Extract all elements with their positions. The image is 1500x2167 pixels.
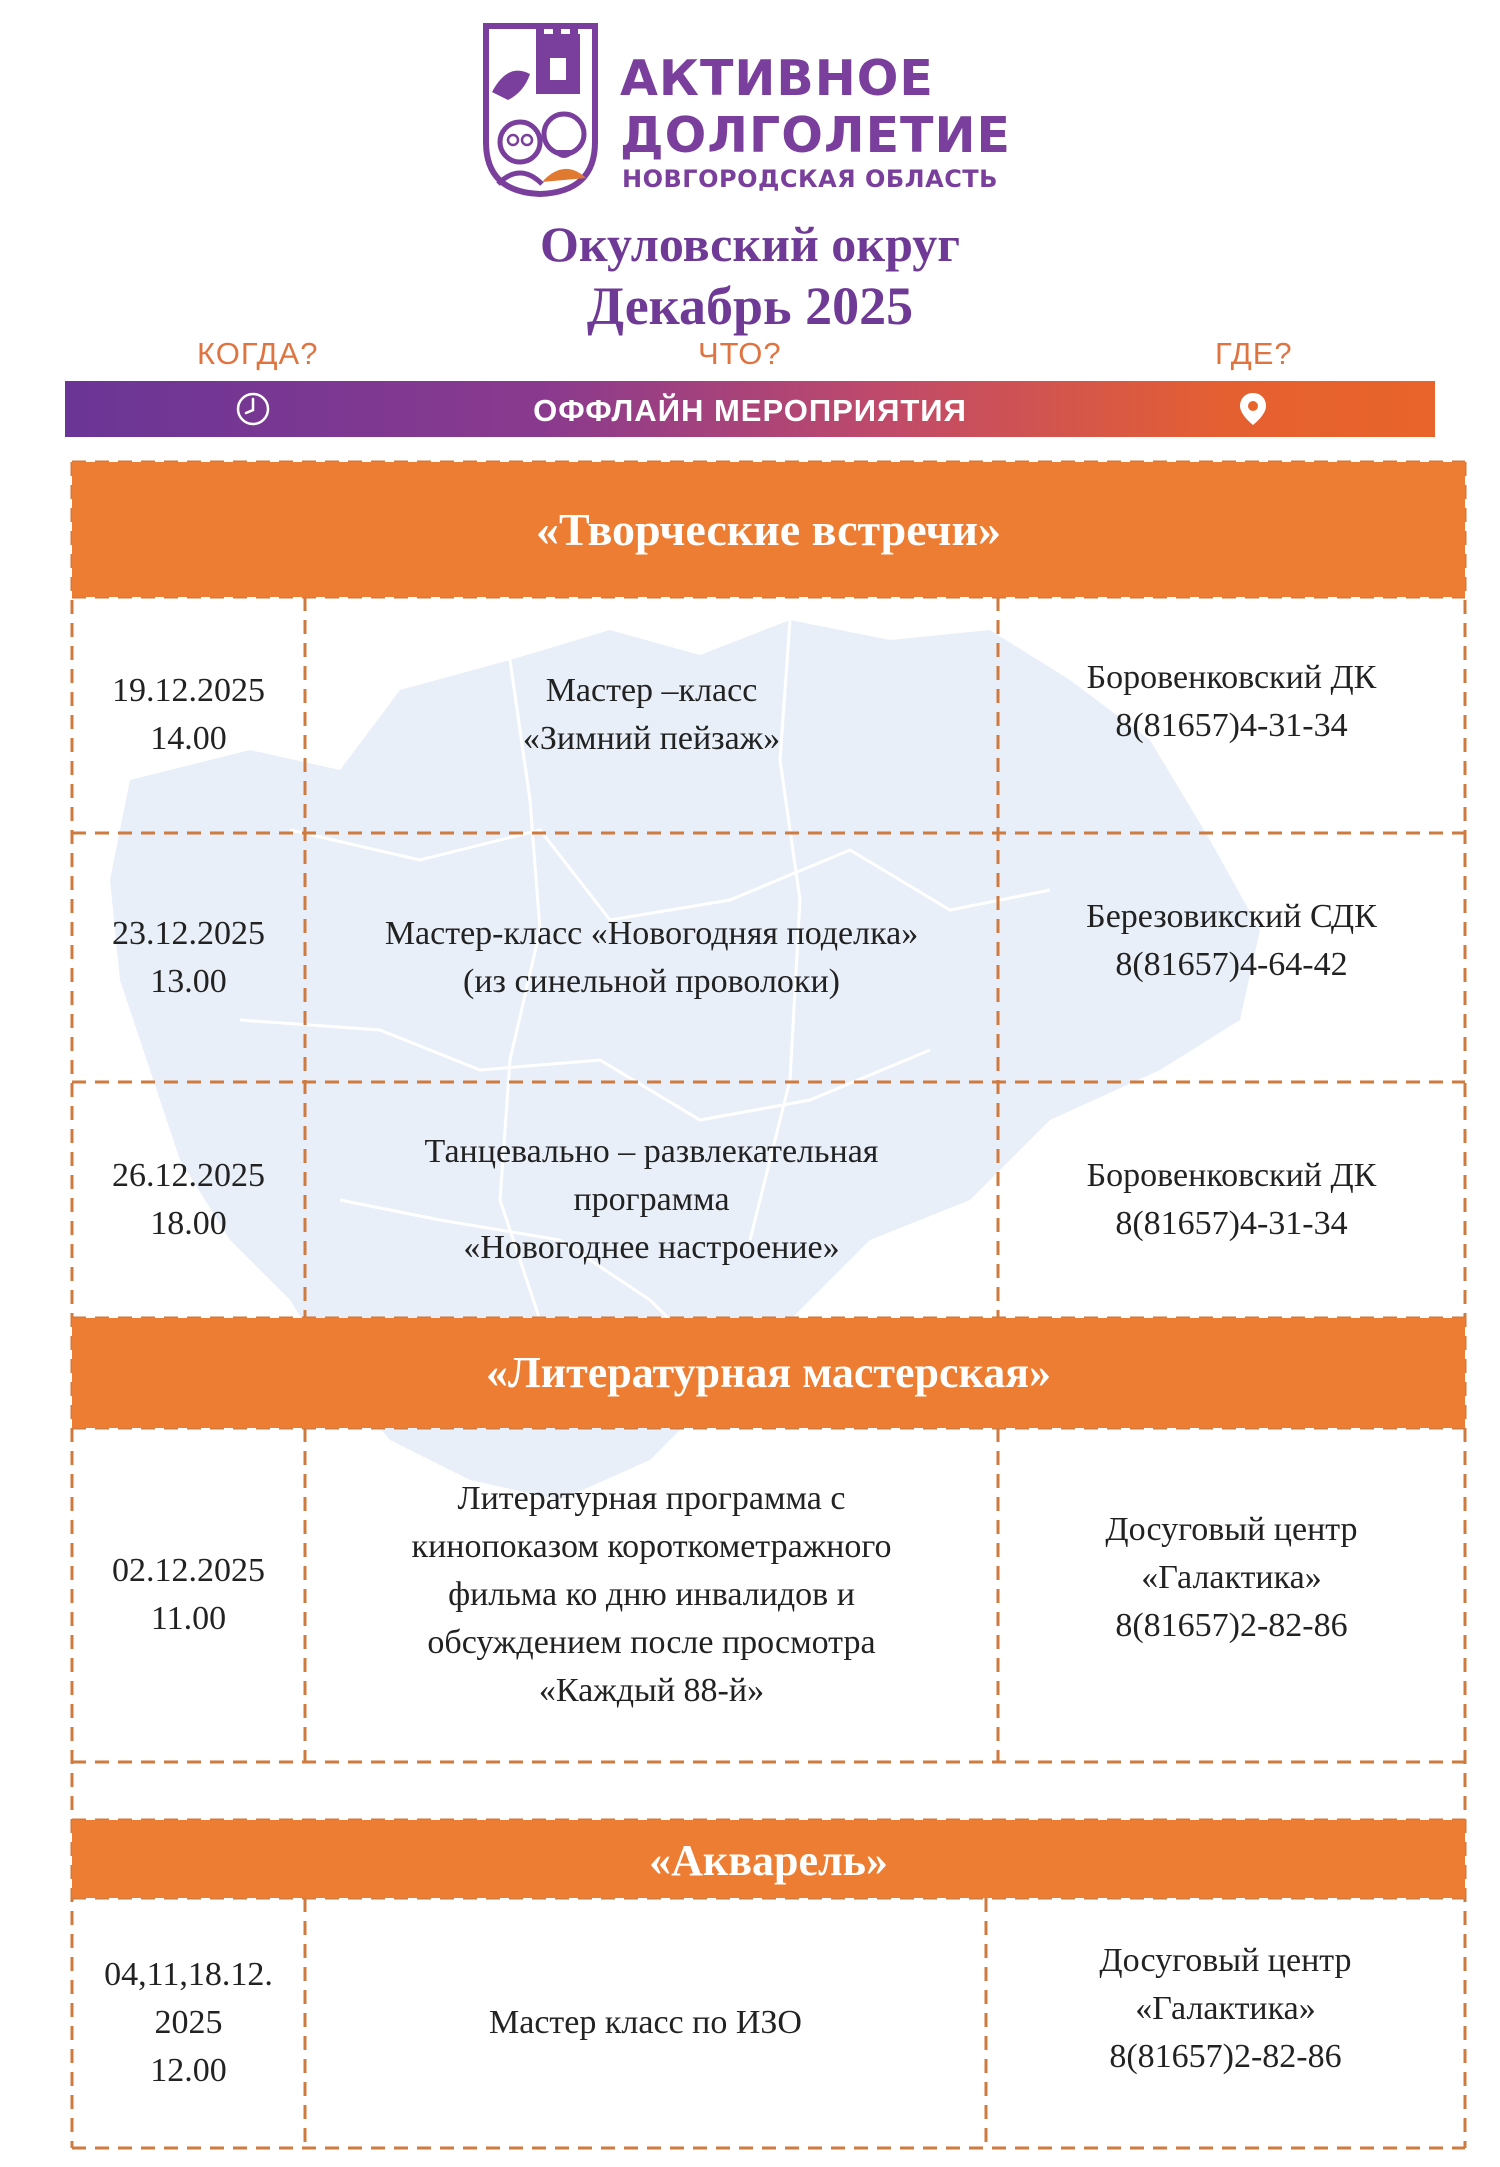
section-header-literary-workshop: «Литературная мастерская» xyxy=(72,1318,1465,1428)
event-time: 12.00 xyxy=(150,2052,227,2089)
event-venue: Досуговый центр xyxy=(1105,1511,1358,1548)
event-venue-cell xyxy=(998,833,1465,1048)
event-date-cell xyxy=(72,833,305,1082)
event-date-cell xyxy=(72,1082,305,1318)
event-venue: Боровенковский ДК xyxy=(1086,659,1377,696)
event-venue: Досуговый центр xyxy=(1099,1942,1352,1979)
column-where-label: ГДЕ? xyxy=(1215,336,1293,371)
event-description-line: Мастер класс по ИЗО xyxy=(489,2004,802,2041)
offline-events-banner xyxy=(65,381,1435,437)
event-venue: Боровенковский ДК xyxy=(1086,1157,1377,1194)
event-date: 26.12.2025 xyxy=(112,1157,265,1194)
event-description-cell xyxy=(305,1898,986,2148)
column-when-label: КОГДА? xyxy=(197,336,319,371)
event-time: 11.00 xyxy=(150,1600,227,1637)
event-venue-cell xyxy=(998,597,1465,807)
column-what-label: ЧТО? xyxy=(698,336,782,371)
event-description-line: обсуждением после просмотра xyxy=(427,1624,876,1661)
event-description-cell xyxy=(305,597,998,833)
logo xyxy=(478,22,1038,197)
event-venue-cell xyxy=(986,1898,1465,2120)
event-description-line: «Каждый 88-й» xyxy=(538,1672,765,1709)
event-venue: Березовикский СДК xyxy=(1086,897,1377,935)
event-description-line: Литературная программа с xyxy=(457,1480,846,1517)
event-description-cell xyxy=(305,1082,998,1318)
event-description-line: Танцевально – развлекательная xyxy=(424,1133,879,1170)
event-description-cell xyxy=(305,833,998,1082)
event-venue-name: «Галактика» xyxy=(1141,1559,1322,1596)
event-phone: 8(81657)2-82-86 xyxy=(1115,1607,1348,1644)
event-description-line: Мастер-класс «Новогодняя поделка» xyxy=(384,914,919,952)
event-date-cell xyxy=(72,597,305,833)
event-description-line: программа xyxy=(573,1181,730,1218)
logo-emblem-icon xyxy=(478,22,603,197)
event-description-line: кинопоказом короткометражного xyxy=(411,1528,892,1565)
event-date: 02.12.2025 xyxy=(112,1552,265,1589)
event-description-line: «Зимний пейзаж» xyxy=(522,720,781,757)
event-date: 19.12.2025 xyxy=(112,672,265,709)
location-pin-icon xyxy=(1235,391,1271,427)
logo-text-line3: НОВГОРОДСКАЯ ОБЛАСТЬ xyxy=(622,165,998,193)
event-description-line: (из синельной проволоки) xyxy=(463,962,840,1000)
event-description-line: фильма ко дню инвалидов и xyxy=(448,1576,855,1613)
banner-label: ОФФЛАЙН МЕРОПРИЯТИЯ xyxy=(533,393,967,428)
event-time: 18.00 xyxy=(150,1205,227,1242)
event-description-line: «Новогоднее настроение» xyxy=(463,1229,840,1266)
event-venue-cell xyxy=(998,1082,1465,1318)
page-subtitle-month: Декабрь 2025 xyxy=(586,276,914,336)
event-venue-name: «Галактика» xyxy=(1135,1990,1316,2027)
event-phone: 8(81657)4-31-34 xyxy=(1115,707,1348,744)
event-time: 13.00 xyxy=(150,962,227,1000)
page-title: Окуловский округ xyxy=(540,216,960,272)
event-description-line: Мастер –класс xyxy=(545,672,758,709)
event-date: 23.12.2025 xyxy=(112,914,265,952)
event-date-year: 2025 xyxy=(154,2004,223,2041)
event-date-cell xyxy=(72,1898,305,2148)
event-date-cell xyxy=(72,1428,305,1762)
event-venue-cell xyxy=(998,1428,1465,1728)
event-date: 04,11,18.12. xyxy=(104,1956,273,1993)
section-header-creative-meetings: «Творческие встречи» xyxy=(72,462,1465,597)
event-phone: 8(81657)4-64-42 xyxy=(1115,945,1348,983)
section-header-watercolor: «Акварель» xyxy=(72,1820,1465,1898)
event-description-cell xyxy=(305,1428,998,1762)
event-phone: 8(81657)2-82-86 xyxy=(1109,2038,1342,2075)
event-phone: 8(81657)4-31-34 xyxy=(1115,1205,1348,1242)
logo-text-line2: ДОЛГОЛЕТИЕ xyxy=(620,107,1011,164)
event-time: 14.00 xyxy=(150,720,227,757)
logo-text-line1: АКТИВНОЕ xyxy=(620,50,934,107)
